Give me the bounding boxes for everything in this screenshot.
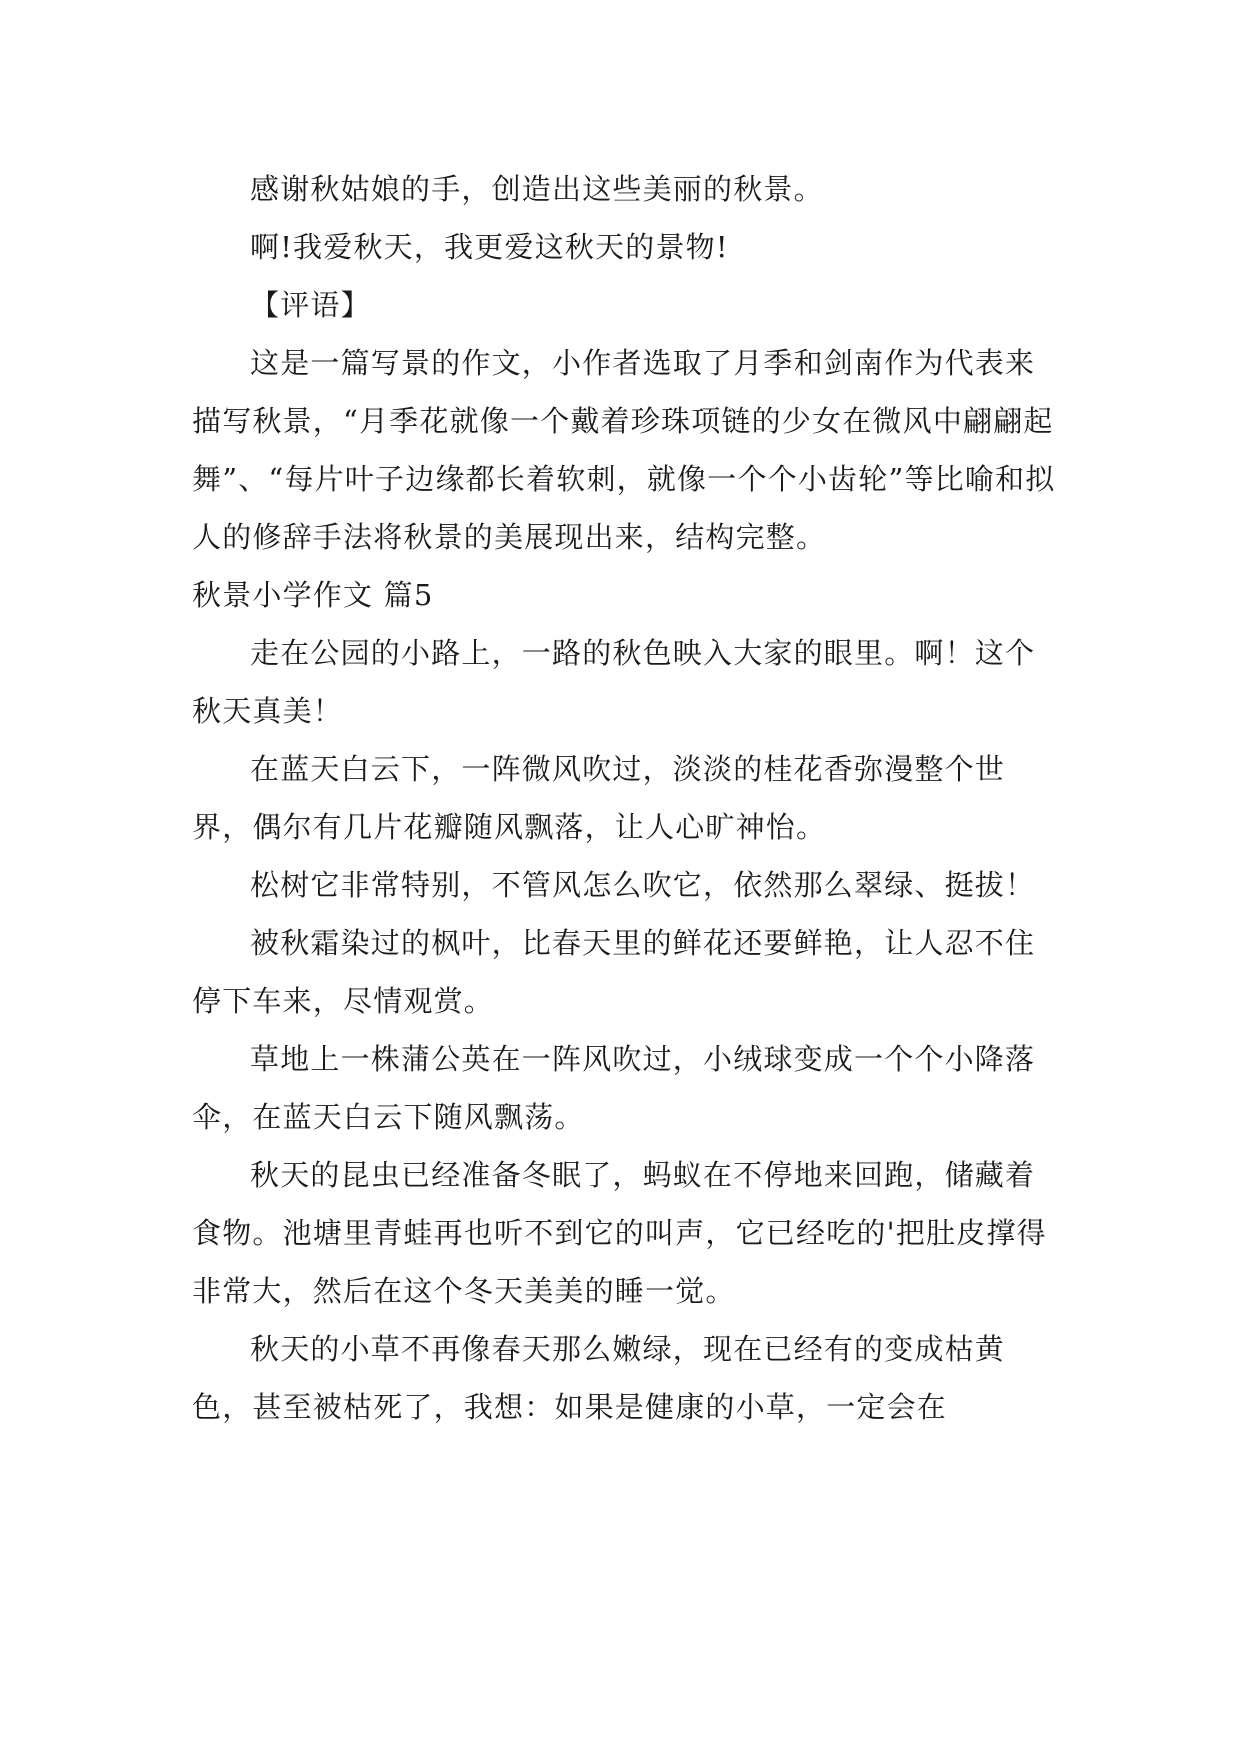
paragraph-park: 走在公园的小路上，一路的秋色映入大家的眼里。啊！这个秋天真美！ — [192, 636, 1036, 728]
comment-label: 【评语】 — [250, 288, 371, 322]
paragraph-dandelion: 草地上一株蒲公英在一阵风吹过，小绒球变成一个个小降落伞，在蓝天白云下随风飘荡。 — [192, 1042, 1036, 1134]
paragraph-insects: 秋天的昆虫已经准备冬眠了，蚂蚁在不停地来回跑，储藏着食物。池塘里青蛙再也听不到它的叫声，它已经吃的'把肚皮撑得非常大，然后在这个冬天美美的睡一觉。 — [192, 1158, 1047, 1308]
essay-title: 秋景小学作文 篇5 — [192, 578, 434, 612]
paragraph-osmanthus: 在蓝天白云下，一阵微风吹过，淡淡的桂花香弥漫整个世界，偶尔有几片花瓣随风飘落，让人心旷神怡。 — [192, 752, 1006, 844]
document-body — [192, 160, 1062, 1436]
paragraph-pine: 松树它非常特别，不管风怎么吹它，依然那么翠绿、挺拔！ — [250, 868, 1036, 902]
paragraph-grass: 秋天的小草不再像春天那么嫩绿，现在已经有的变成枯黄色，甚至被枯死了，我想：如果是健康的小草，一定会在 — [192, 1332, 1006, 1424]
paragraph-thanks: 感谢秋姑娘的手，创造出这些美丽的秋景。 — [250, 172, 824, 206]
paragraph-exclaim: 啊!我爱秋天，我更爱这秋天的景物! — [250, 230, 729, 264]
paragraph-comment: 这是一篇写景的作文，小作者选取了月季和剑南作为代表来描写秋景，“月季花就像一个戴着珍珠项链的少女在微风中翩翩起舞”、“每片叶子边缘都长着软刺，就像一个个小齿轮”等比喻和拟人的修辞手法将秋景的美展现出来，结构完整。 — [192, 346, 1056, 554]
paragraph-maple: 被秋霜染过的枫叶，比春天里的鲜花还要鲜艳，让人忍不住停下车来，尽情观赏。 — [192, 926, 1036, 1018]
